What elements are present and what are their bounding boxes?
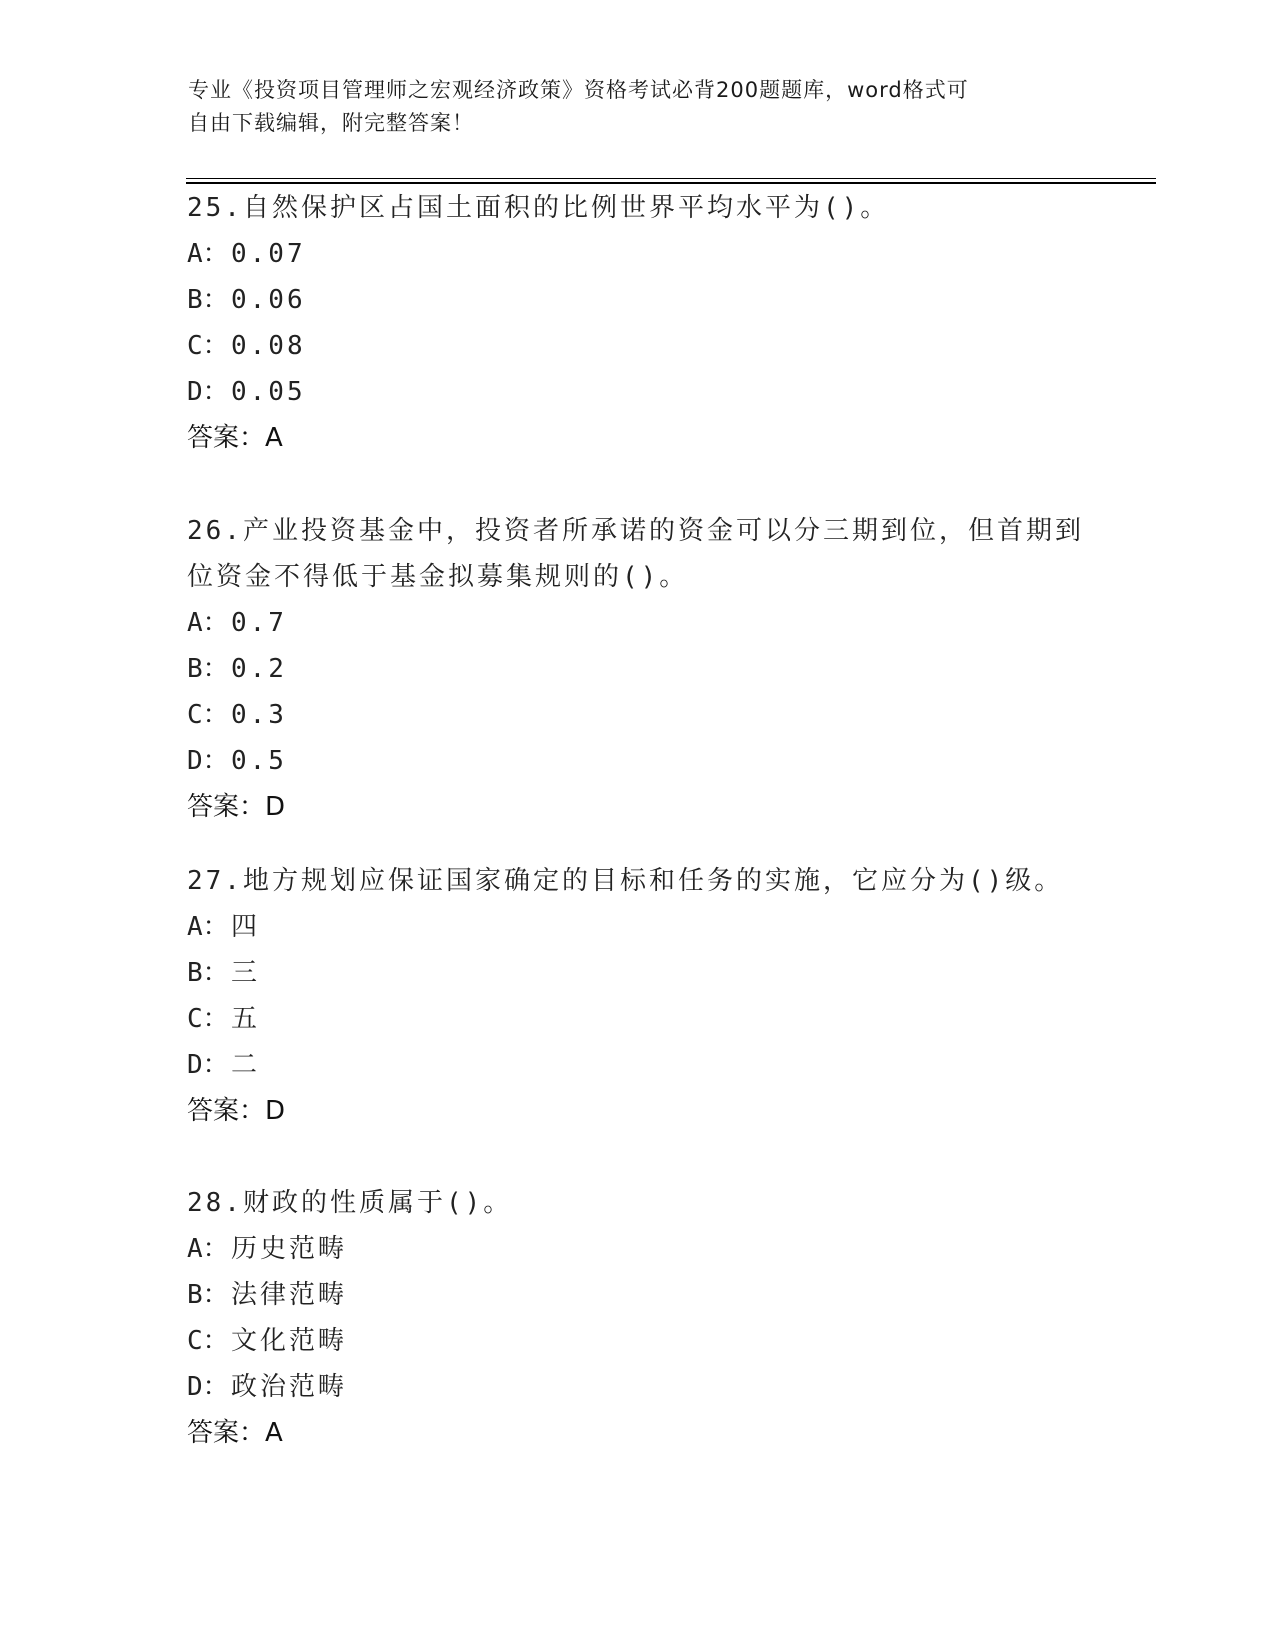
option-c xyxy=(187,323,1087,369)
option-text: 0.3 xyxy=(231,700,287,730)
option-letter: D： xyxy=(187,746,229,776)
header-line-1: 专业《投资项目管理师之宏观经济政策》资格考试必背200题题库，word格式可 xyxy=(188,78,969,102)
option-text: 0.5 xyxy=(231,746,287,776)
option-text: 0.08 xyxy=(231,331,306,361)
option-d xyxy=(187,1042,1087,1088)
option-letter: A： xyxy=(187,239,229,269)
question-stem: 28.财政的性质属于()。 xyxy=(187,1188,513,1218)
question-stem-line-1: 26.产业投资基金中，投资者所承诺的资金可以分三期到位，但首期到 xyxy=(187,516,1084,546)
option-letter: A： xyxy=(187,608,229,638)
option-b xyxy=(187,277,1087,323)
option-text: 三 xyxy=(231,958,261,988)
option-letter: B： xyxy=(187,1280,229,1310)
question-stem: 27.地方规划应保证国家确定的目标和任务的实施，它应分为()级。 xyxy=(187,866,1064,896)
answer-label: 答案：D xyxy=(187,792,286,822)
option-letter: C： xyxy=(187,1004,229,1034)
option-letter: C： xyxy=(187,700,229,730)
option-text: 0.7 xyxy=(231,608,287,638)
option-b xyxy=(187,1272,1087,1318)
question-26 xyxy=(187,508,1087,830)
option-text: 四 xyxy=(231,912,261,942)
option-d xyxy=(187,1364,1087,1410)
header-line-2: 自由下载编辑，附完整答案！ xyxy=(188,111,474,135)
question-27 xyxy=(187,858,1087,1134)
option-text: 文化范畴 xyxy=(231,1326,348,1356)
header-divider-bottom xyxy=(186,182,1156,184)
option-letter: D： xyxy=(187,1050,229,1080)
option-a xyxy=(187,231,1087,277)
option-text: 政治范畴 xyxy=(231,1372,348,1402)
option-letter: D： xyxy=(187,377,229,407)
option-a xyxy=(187,600,1087,646)
option-text: 法律范畴 xyxy=(231,1280,348,1310)
option-b xyxy=(187,646,1087,692)
option-letter: A： xyxy=(187,1234,229,1264)
option-text: 0.07 xyxy=(231,239,306,269)
option-a xyxy=(187,1226,1087,1272)
option-text: 0.05 xyxy=(231,377,306,407)
question-25 xyxy=(187,185,1087,461)
option-text: 五 xyxy=(231,1004,261,1034)
question-28 xyxy=(187,1180,1087,1456)
option-a xyxy=(187,904,1087,950)
header-divider-top xyxy=(186,178,1156,179)
option-c xyxy=(187,1318,1087,1364)
answer-label: 答案：A xyxy=(187,1418,283,1448)
option-letter: B： xyxy=(187,958,229,988)
answer-label: 答案：A xyxy=(187,423,283,453)
option-c xyxy=(187,692,1087,738)
option-letter: C： xyxy=(187,1326,229,1356)
option-text: 历史范畴 xyxy=(231,1234,348,1264)
question-stem: 25.自然保护区占国土面积的比例世界平均水平为()。 xyxy=(187,193,890,223)
option-letter: B： xyxy=(187,285,229,315)
option-letter: C： xyxy=(187,331,229,361)
option-d xyxy=(187,738,1087,784)
option-d xyxy=(187,369,1087,415)
option-text: 二 xyxy=(231,1050,261,1080)
option-text: 0.2 xyxy=(231,654,287,684)
option-text: 0.06 xyxy=(231,285,306,315)
option-letter: B： xyxy=(187,654,229,684)
answer-label: 答案：D xyxy=(187,1096,286,1126)
option-b xyxy=(187,950,1087,996)
option-letter: D： xyxy=(187,1372,229,1402)
question-stem-line-2: 位资金不得低于基金拟募集规则的()。 xyxy=(187,562,689,592)
option-c xyxy=(187,996,1087,1042)
option-letter: A： xyxy=(187,912,229,942)
document-header xyxy=(188,74,1068,140)
